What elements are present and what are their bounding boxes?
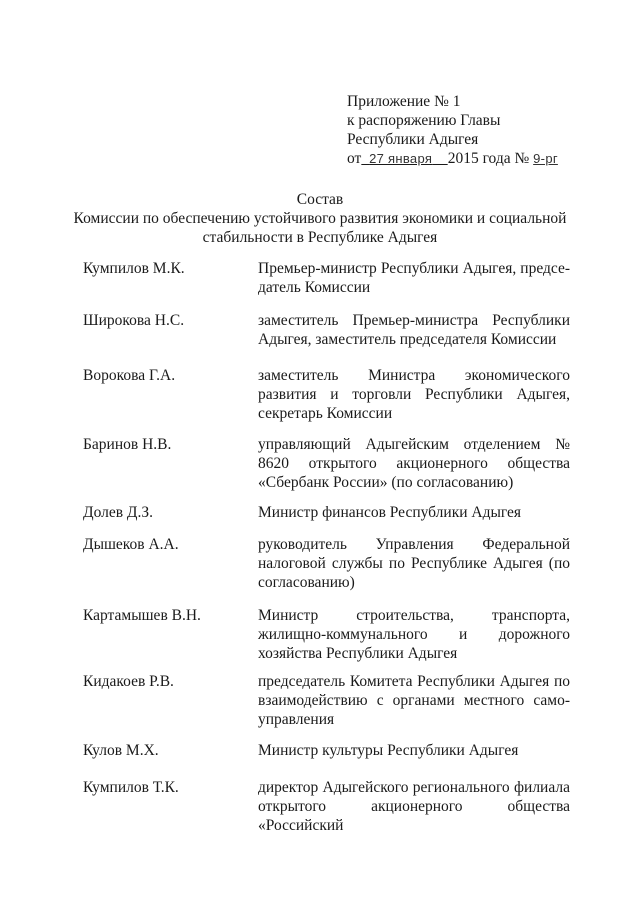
member-row (83, 311, 570, 366)
member-name: Баринов Н.В. (83, 436, 172, 453)
date-value: 27 января (369, 151, 433, 166)
member-role: директор Адыгейского регионального филиала открытого акционерного общества «Российский (258, 779, 570, 834)
member-row (83, 778, 570, 838)
member-row (83, 606, 570, 672)
member-row (83, 366, 570, 435)
members-list (83, 259, 570, 838)
appendix-block (347, 92, 558, 168)
heading-title: Состав (296, 191, 344, 208)
member-role: Премьер-министр Республики Адыгея, председатель Комиссии (258, 260, 570, 296)
member-name: Дышеков А.А. (83, 536, 179, 553)
appendix-line-1: Приложение № 1 (347, 93, 461, 110)
member-row (83, 435, 570, 503)
heading-subtitle-line-1: Комиссии по обеспечению устойчивого развития экономики и социальной (73, 210, 567, 227)
appendix-date-line (347, 149, 558, 168)
member-name: Широкова Н.С. (83, 312, 185, 329)
document-heading (60, 190, 580, 247)
member-row (83, 672, 570, 741)
appendix-line-3: Республики Адыгея (347, 131, 479, 148)
member-name: Кумпилов Т.К. (83, 779, 179, 796)
member-role: председатель Комитета Республики Адыгея по взаимодействию с органами местного самоуправления (258, 673, 570, 728)
member-name: Кулов М.Х. (83, 742, 159, 759)
date-prefix: от (347, 150, 362, 167)
member-role: Министр финансов Республики Адыгея (258, 504, 522, 521)
member-name: Картамышев В.Н. (83, 607, 201, 624)
member-role: заместитель Премьер-министра Республики Адыгея, заместитель председателя Комиссии (258, 312, 570, 348)
member-row (83, 503, 570, 535)
member-role: Министр строительства, транспорта, жилищно-коммунального и дорожного хозяйства Республики Адыгея (258, 607, 570, 662)
member-row (83, 741, 570, 778)
member-row (83, 259, 570, 311)
appendix-line-2: к распоряжению Главы (347, 112, 501, 129)
member-row (83, 535, 570, 606)
member-name: Кумпилов М.К. (83, 260, 185, 277)
member-role: руководитель Управления Федеральной налоговой службы по Республике Адыгея (по согласованию) (258, 536, 570, 591)
member-role: управляющий Адыгейским отделением № 8620 открытого акционерного общества «Сбербанк России» (по согласованию) (258, 436, 570, 491)
number-value: 9-рг (533, 151, 558, 166)
member-role: Министр культуры Республики Адыгея (258, 742, 519, 759)
member-role: заместитель Министра экономического развития и торговли Республики Адыгея, секретарь Комиссии (258, 367, 570, 422)
member-name: Долев Д.З. (83, 504, 154, 521)
heading-subtitle-line-2: стабильности в Республике Адыгея (202, 229, 438, 246)
member-name: Ворокова Г.А. (83, 367, 176, 384)
member-name: Кидакоев Р.В. (83, 673, 174, 690)
year-text: 2015 года № (447, 150, 530, 167)
date-underline (361, 150, 447, 167)
